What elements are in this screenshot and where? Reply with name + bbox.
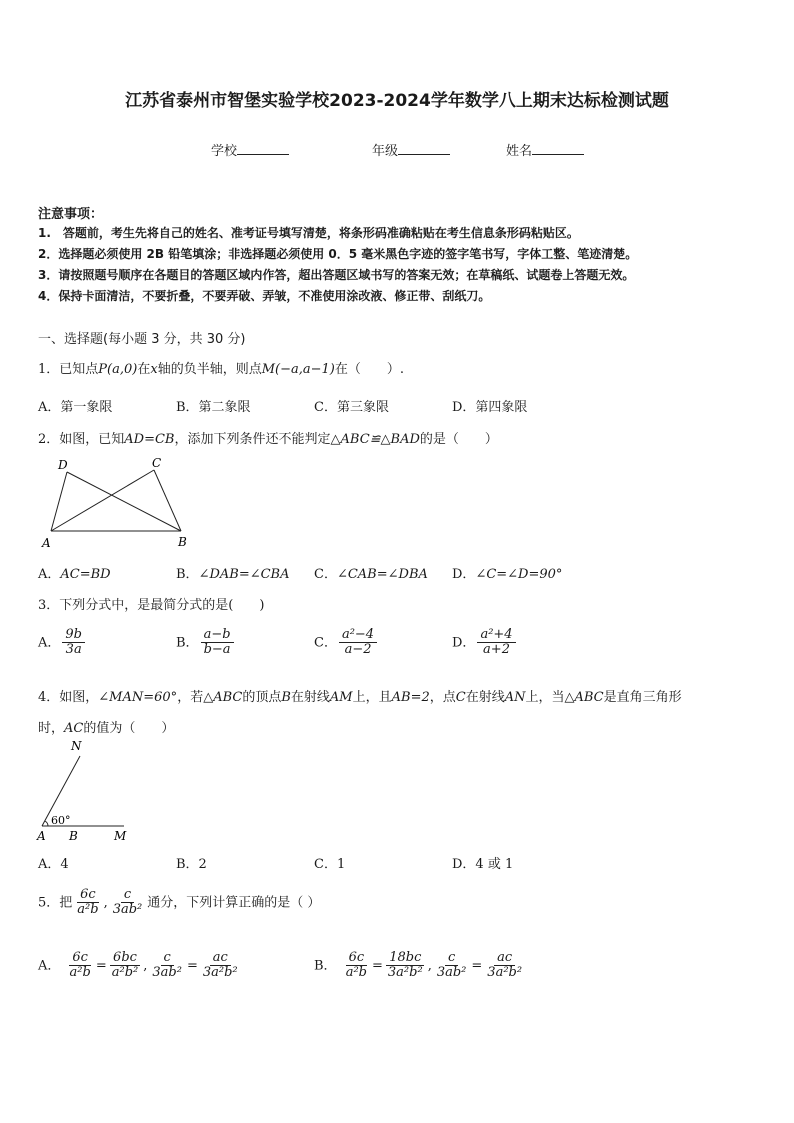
note-item: 1. 答题前，考生先将自己的姓名、准考证号填写清楚，将条形码准确粘贴在考生信息条形码粘贴区。	[38, 226, 579, 240]
label-c: C	[152, 456, 162, 470]
question-3-stem: 3．下列分式中，是最简分式的是( )	[38, 598, 265, 613]
page-title: 江苏省泰州市智堡实验学校2023-2024学年数学八上期末达标检测试题	[125, 91, 669, 111]
q4-option-d[interactable]: D．4 或 1	[452, 857, 514, 872]
q4-option-b[interactable]: B．2	[176, 857, 207, 872]
label-a: A	[42, 536, 51, 550]
label-b: B	[69, 829, 78, 843]
question-4-stem-line-1: 4．如图，∠MAN=60°，若△ABC的顶点B在射线AM上，且AB=2，点C在射线AN上，当△ABC是直角三角形	[38, 690, 682, 705]
label-b: B	[178, 535, 187, 549]
q3-option-a[interactable]: A． $\frac{9b}{3a}$	[38, 628, 87, 658]
label-d: D	[58, 458, 68, 472]
q1-option-b[interactable]: B．第二象限	[176, 400, 251, 415]
q3-option-d[interactable]: D． $\frac{\text{a²+4}}{a+2}$	[452, 628, 518, 658]
q4-option-c[interactable]: C．1	[314, 857, 346, 872]
note-item: 3．请按照题号顺序在各题目的答题区域内作答，超出答题区域书写的答案无效；在草稿纸、试题卷上答题无效。	[38, 268, 635, 282]
q2-option-a[interactable]: A．AC=BD	[38, 567, 111, 582]
note-item: 4．保持卡面清洁，不要折叠，不要弄破、弄皱，不准使用涂改液、修正带、刮纸刀。	[38, 289, 491, 303]
q5-option-a[interactable]: A． $\frac{6c}{\text{a²b}}$ = $\frac{6bc}{\text{a²b²}}$ , $\frac{c}{\text{3ab²}}$ = $\frac{ac}{\text{3a²b²}}$	[38, 950, 238, 981]
question-1-stem: 1．已知点P(a,0)在x轴的负半轴，则点M(−a,a−1)在（ ）.	[38, 362, 405, 377]
q1-option-a[interactable]: A．第一象限	[38, 400, 113, 415]
note-item: 2．选择题必须使用 2B 铅笔填涂；非选择题必须使用 0．5 毫米黑色字迹的签字笔书写，字体工整、笔迹清楚。	[38, 247, 638, 261]
q4-option-a[interactable]: A．4	[38, 857, 69, 872]
q3-option-c[interactable]: C． $\frac{\text{a²−4}}{a-2}$	[314, 628, 379, 658]
q3-option-b[interactable]: B． $\frac{a-b}{b-a}$	[176, 628, 236, 658]
question-2-stem: 2．如图，已知AD=CB，添加下列条件还不能判定△ABC≌△BAD的是（ ）	[38, 432, 498, 447]
question-4-stem-line-2: 时，AC的值为（ ）	[38, 721, 175, 736]
grade-field[interactable]: 年级	[372, 140, 450, 159]
q2-figure	[36, 454, 196, 550]
q4-figure	[34, 738, 134, 844]
q1-option-c[interactable]: C．第三象限	[314, 400, 389, 415]
label-n: N	[71, 739, 82, 753]
label-a: A	[37, 829, 46, 843]
q2-option-d[interactable]: D．∠C=∠D=90°	[452, 567, 563, 582]
label-m: M	[114, 829, 127, 843]
name-field[interactable]: 姓名	[506, 140, 584, 159]
q1-option-d[interactable]: D．第四象限	[452, 400, 528, 415]
section-heading: 一、选择题(每小题 3 分，共 30 分)	[38, 332, 246, 347]
question-5-stem: 5．把 $\frac{6c}{\text{a²b}}$ , $\frac{c}{\text{3ab²}}$ 通分，下列计算正确的是（ ）	[38, 887, 321, 918]
notes-heading: 注意事项：	[38, 207, 104, 222]
q2-option-b[interactable]: B．∠DAB=∠CBA	[176, 567, 290, 582]
label-angle: 60°	[51, 814, 71, 827]
q5-option-b[interactable]: B． $\frac{6c}{\text{a²b}}$ = $\frac{18bc}{\text{3a²b²}}$ , $\frac{c}{\text{3ab²}}$ = $\frac{ac}{\text{3a²b²}}$	[314, 950, 523, 981]
q2-option-c[interactable]: C．∠CAB=∠DBA	[314, 567, 428, 582]
school-field[interactable]: 学校	[211, 140, 289, 159]
